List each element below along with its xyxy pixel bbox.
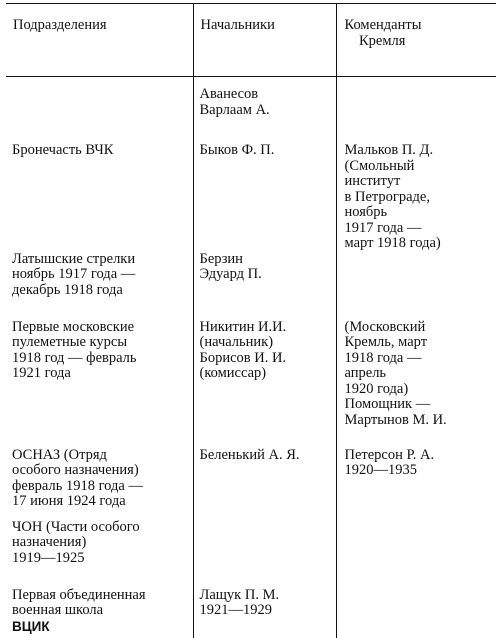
cell-line: ноябрь 1917 года — [12,266,136,282]
cell-line: 1918 год — февраль [12,349,137,366]
table-row [6,320,496,448]
chief-cell [193,252,336,320]
cell-line: Первые московские [12,318,135,335]
cell-line: (Московский [344,318,426,335]
cell-line: Мальков П. Д. [344,142,434,158]
cell-line: (начальник) [199,334,274,350]
cell-line: (Смольный [344,157,415,174]
commandant-cell [336,588,496,638]
table-row [6,448,496,520]
table-row [6,588,496,638]
cell-line: 1920 года) [344,380,409,397]
cell-line: Быков Ф. П. [199,142,275,158]
cell-line: в Петрограде, [344,188,430,205]
header-row [6,4,496,77]
cell-line: 1918 года — [344,349,422,366]
header-commandants [336,4,496,77]
cell-line: Берзин [199,250,243,267]
cell-line: Петерсон Р. А. [344,446,435,463]
cell-line: февраль 1918 года — [12,477,143,494]
cell-line: Варлаам А. [199,101,270,118]
cell-line: назначения) [12,534,87,550]
table-body [6,77,496,638]
chief-cell [193,77,336,144]
commandant-cell [336,448,496,520]
cell-line: 1919—1925 [12,549,85,566]
cell-line: Эдуард П. [199,266,262,282]
table-row [6,252,496,320]
unit-cell [6,143,193,252]
cell-line: Латышские стрелки [12,250,136,267]
header-units-label: Подразделения [13,17,107,33]
unit-cell [6,588,193,638]
cell-line: Беленький А. Я. [199,446,300,463]
cell-line: Аванесов [199,86,259,102]
header-units [6,4,193,77]
cell-line: пулеметные курсы [12,334,128,350]
chief-cell [193,520,336,588]
chief-cell [193,143,336,252]
cell-line: Никитин И.И. [199,318,287,335]
commandant-cell [336,520,496,588]
commandant-cell [336,77,496,144]
units-table [6,3,496,638]
cell-line: ВЦИК [12,618,50,634]
cell-line: (комиссар) [199,365,267,381]
header-chiefs-label: Начальники [200,17,275,33]
header-commandants-label: Коменданты Кремля [344,17,422,49]
cell-line: Лащук П. М. [199,586,280,603]
commandant-cell [336,252,496,320]
cell-line: Первая объединенная [12,586,146,603]
unit-cell [6,77,193,144]
cell-line: 1920—1935 [344,462,417,478]
cell-line: Кремль, март [344,334,428,350]
cell-line: апрель [344,365,387,381]
table-row [6,77,496,144]
header-chiefs [193,4,336,77]
cell-line: март 1918 года) [344,235,441,251]
cell-line: Борисов И. И. [199,349,287,366]
cell-line: институт [344,173,401,189]
cell-line: 1921—1929 [199,602,272,618]
chief-cell [193,320,336,448]
unit-cell [6,320,193,448]
cell-line: военная школа [12,602,104,618]
cell-line: Мартынов М. И. [344,411,447,428]
cell-line: ноябрь [344,204,388,220]
cell-line: декабрь 1918 года [12,281,123,298]
chief-cell [193,588,336,638]
table-row [6,520,496,588]
chief-cell [193,448,336,520]
commandant-cell [336,320,496,448]
unit-cell [6,448,193,520]
cell-line: особого назначения) [12,462,139,478]
cell-line: Помощник — [344,396,431,412]
cell-line: ОСНАЗ (Отряд [12,446,107,463]
cell-line: ЧОН (Части особого [12,518,140,535]
unit-cell [6,252,193,320]
cell-line: Бронечасть ВЧК [12,142,114,158]
cell-line: 17 июня 1924 года [12,493,126,509]
cell-line: 1917 года — [344,219,422,236]
unit-cell [6,520,193,588]
cell-line: 1921 года [12,365,71,381]
commandant-cell [336,143,496,252]
table-row [6,143,496,252]
